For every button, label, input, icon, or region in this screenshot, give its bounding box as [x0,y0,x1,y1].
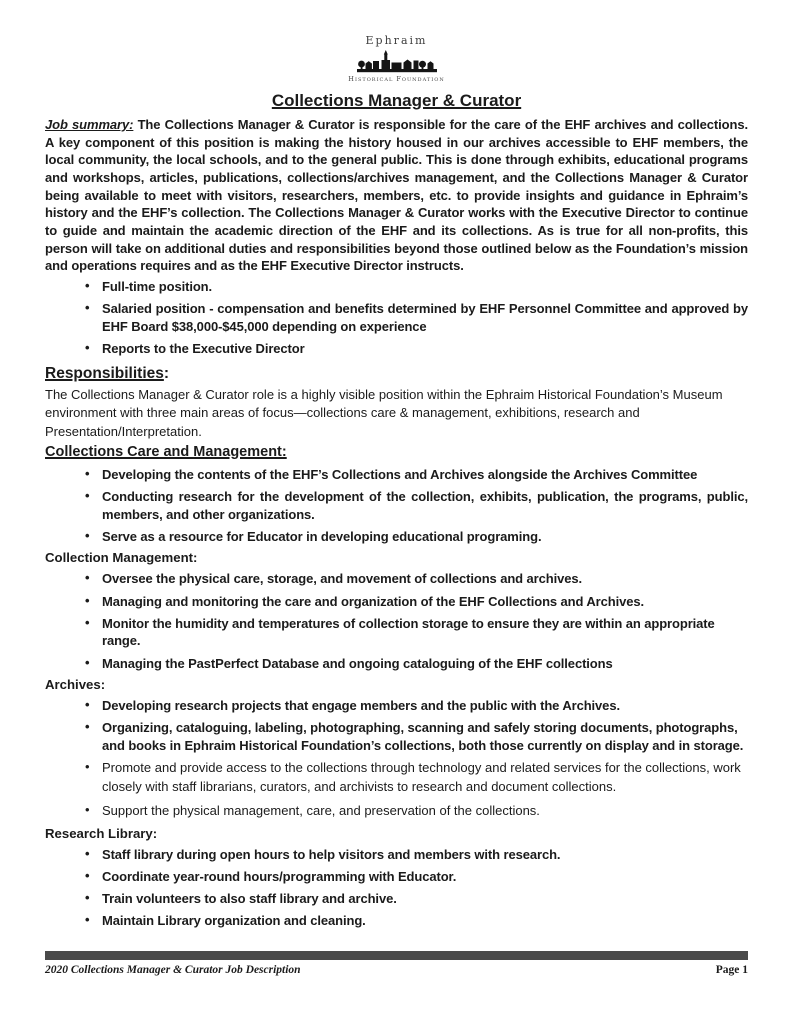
section-heading-collections-care: Collections Care and Management: [45,444,287,461]
list-item: • Organizing, cataloguing, labeling, photographing, scanning and safely storing documents, photographs, and books in Ephraim Historical Foundation’s collections, both those currently on display and in storage. [85,719,748,754]
list-item: • Managing the PastPerfect Database and ongoing cataloguing of the EHF collections [85,655,748,673]
list-item: • Conducting research for the development of the collection, exhibits, publication, the programs, public, members, and other organizations. [85,488,748,523]
collection-management-bullet-list [45,570,748,672]
list-item: • Support the physical management, care, and preservation of the collections. [85,802,748,821]
list-item: • Serve as a resource for Educator in developing educational programing. [85,528,748,546]
position-bullet-list [45,278,748,358]
list-item: • Coordinate year-round hours/programming with Educator. [85,868,748,886]
logo [45,34,748,84]
list-item: • Developing the contents of the EHF’s Collections and Archives alongside the Archives Committee [85,466,748,484]
archives-bullet-list [45,697,748,820]
job-summary-text: The Collections Manager & Curator is responsible for the care of the EHF archives and collections. A key component of this position is making the history housed in our archives accessible to EHF members, the local community, the local schools, and to the general public. This is done through exhibits, educational programs and workshops, articles, publications, collections/archives management, and the Collections Manager & Curator being available to meet with visitors, researchers, members, etc. to provide insights and guidance in Ephraim’s history and the EHF’s collection. The Collections Manager & Curator works with the Executive Director to continue to guide and maintain the academic direction of the EHF and its collections. As is true for all non-profits, this person will take on additional duties and responsibilities beyond those outlined below as the Foundation’s mission and operations requires and as the EHF Executive Director instructs. [45,116,748,274]
list-item: • Oversee the physical care, storage, and movement of collections and archives. [85,570,748,588]
footer-doc-title: 2020 Collections Manager & Curator Job Description [45,964,301,976]
list-item: • Maintain Library organization and cleaning. [85,912,748,930]
list-item: • Full-time position. [85,278,748,296]
logo-subtitle: Historical Foundation [348,74,445,83]
page-title: Collections Manager & Curator [271,90,522,110]
list-item: • Salaried position - compensation and benefits determined by EHF Personnel Committee and approved by EHF Board $38,000-$45,000 depending on experience [85,300,748,335]
list-item: • Monitor the humidity and temperatures of collection storage to ensure they are within an appropriate range. [85,615,748,650]
page-footer [45,951,748,976]
responsibilities-paragraph: The Collections Manager & Curator role is a highly visible position within the Ephraim Historical Foundation’s Museum environment with three main areas of focus—collections care & management, exhibitions, research and Presentation/Interpretation. [45,386,723,439]
section-heading-text: Responsibilities [45,364,164,382]
list-item: • Promote and provide access to the collections through technology and related services for the collections, work closely with staff librarians, curators, and archivists to research and document collections. [85,759,748,797]
list-item: • Developing research projects that engage members and the public with the Archives. [85,697,748,715]
research-library-bullet-list [45,846,748,930]
section-heading-research-library: Research Library: [45,825,158,841]
logo-wordmark: Ephraim [365,34,428,47]
section-heading-collection-management: Collection Management: [45,550,198,566]
list-item: • Train volunteers to also staff library and archive. [85,890,748,908]
collections-care-bullet-list [45,466,748,546]
list-item: • Staff library during open hours to help visitors and members with research. [85,846,748,864]
section-heading-responsibilities [45,363,748,384]
footer-rule [45,951,748,960]
job-summary-label: Job summary: [45,116,134,132]
section-heading-archives: Archives: [45,677,106,693]
document-content [45,0,748,948]
job-summary-paragraph [45,116,748,275]
village-skyline-icon [355,50,439,74]
footer-page-number: Page 1 [715,964,748,976]
section-heading-colon: : [163,364,170,382]
list-item: • Managing and monitoring the care and organization of the EHF Collections and Archives. [85,593,748,611]
footer-row [45,964,748,976]
list-item: • Reports to the Executive Director [85,340,748,358]
